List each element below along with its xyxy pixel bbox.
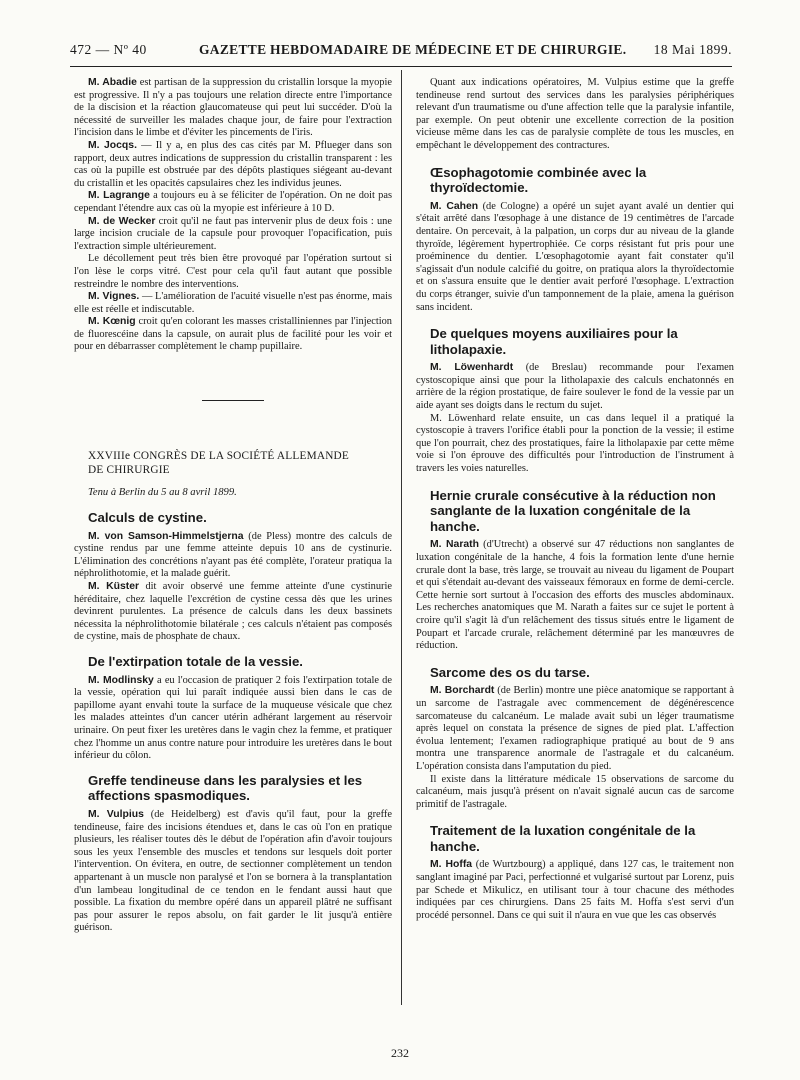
section-heading: Calculs de cystine.	[88, 510, 207, 526]
paragraph: Le décollement peut très bien être provoqué par l'opération surtout si l'on lèse le corps vitré. C'est pour cela qu'il faut autant que possible restreindre le nombre des interventions.	[74, 253, 392, 290]
journal-title: GAZETTE HEBDOMADAIRE DE MÉDECINE ET DE CHIRURGIE.	[199, 42, 627, 57]
paragraph-text: (de Pless) montre des calculs de cystine rendus par une femme atteinte depuis 10 ans de cystinurie. L'élimination des concrétions n'ayant pas été complète, l'orateur pratiqua la néphrolithotomie, et la malade guérit.	[74, 530, 392, 580]
paragraph-text: (d'Utrecht) a observé sur 47 réductions non sanglantes de luxation congénitale de la hanche, 4 fois la formation lente d'une hernie crurale dont la base, très large, se trouvait au niveau du ligament de Poupart et qui s'étendait au-devant des vaisseaux fémoraux en forme de demi-cercle. Cette hernie sort surtout à l'occasion des efforts des muscles abdominaux. Les recherches anatomiques que M. Narath a faites sur ce sujet le portent à croire qu'il s'agit là d'un relâchement des tissus situés entre le ligament de Poupart et l'arcade crurale, relâchement déterminé par les manœuvres de réduction.	[416, 539, 735, 652]
speaker-name: M. von Samson-Himmelstjerna	[88, 530, 244, 542]
paragraph-text: — Il y a, en plus des cas cités par M. Pflueger dans son rapport, deux autres indications de suppression du cristallin transparent : les cas où la pupille est obstruée par des dépôts plastiques siégeant au-devant du cristallin et les opacités capsulaires chez les individus jeunes.	[74, 139, 392, 189]
paragraph-text: (de Berlin) montre une pièce anatomique se rapportant à un sarcome de l'astragale avec commencement de dégénérescence sarcomateuse du calcanéum. Le malade avait subi un léger traumatisme après lequel on constata la présence de signes de pied plat. L'affection évolua lentement; l'examen radiographique pratiqué au bout de 9 ans montra une transparence anormale de l'astragale et du calcanéum. L'opération consista dans l'amputation du pied.	[416, 685, 734, 772]
congress-subtitle: DE CHIRURGIE	[88, 464, 170, 477]
speaker-name: M. Kœnig	[88, 316, 136, 328]
paragraph	[74, 190, 392, 215]
paragraph: M. Löwenhard relate ensuite, un cas dans lequel il a pratiqué la cystoscopie à travers l'orifice établi pour la ponction de la vessie; il estime que l'on pourrait, chez des prostatiques, faire la litholapaxie par cette même voie si l'on éprouve des difficultés pour l'introduction de l'instrument à travers les voies naturelles.	[416, 412, 734, 475]
section-heading-cont: hanche.	[430, 518, 480, 534]
paragraph	[74, 77, 392, 140]
speaker-name: M. Modlinsky	[88, 674, 154, 686]
page-issue-label: 472 — Nº 40	[70, 42, 147, 57]
speaker-name: M. Küster	[88, 581, 140, 593]
running-header	[70, 40, 732, 64]
speaker-name: M. Borchardt	[430, 685, 495, 697]
paragraph-text: croit qu'en colorant les masses cristalliniennes par l'injection de fluorescéine dans la capsule, on aurait plus de facilité pour les voir et pour en débarrasser complètement le champ pupillaire.	[74, 316, 393, 353]
page-number: 232	[391, 1046, 409, 1060]
section-heading: Œsophagotomie combinée avec la	[430, 164, 647, 180]
paragraph-text: (de Wurtzbourg) a appliqué, dans 127 cas, le traitement non sanglant imaginé par Paci, perfectionné et vulgarisé surtout par Lorenz, puis par Schede et Mikulicz, en utilisant tour à tour chacune des méthodes indiquées par ces chirurgiens. Dans 25 faits M. Hoffa s'est servi d'un procédé personnel. Dans ce qui suit il n'aura en vue que les cas observés	[416, 859, 734, 921]
paragraph-text: (de Breslau) recommande pour l'examen cystoscopique ainsi que pour la litholapaxie des calculs enchatonnés en arrière de la région prostatique, de faire soulever le fond de la vessie par un aide ayant ses doigts dans le rectum du sujet.	[416, 362, 734, 412]
paragraph	[74, 316, 392, 354]
header-rule	[70, 66, 732, 67]
paragraph-text: croit qu'il ne faut pas intervenir plus de deux fois : une large incision cruciale de la capsule pour provoquer l'opacification, puis l'extraction simple ultérieurement.	[74, 215, 392, 252]
column-divider	[401, 70, 402, 1005]
paragraph	[74, 675, 392, 763]
paragraph-text: (de Heidelberg) est d'avis qu'il faut, pour la greffe tendineuse, faire des incisions étendues et, dans le cas où l'on en pratique plusieurs, les réaliser toutes dès le début de l'opération afin d'avoir toujours sous les yeux l'ensemble des muscles et tendons sur lesquels doit porter l'intervention. On évitera, en outre, de sectionner complètement un tendon appartenant à un muscle non paralysé et l'on se bornera à la transplantation d'un lambeau longitudinal de ce tendon en le fendant aussi haut que possible. La fixation du membre opéré dans un appareil plâtré ne suffisant pas pour assurer le repos absolu, on fait garder le lit jusqu'à entière guérison.	[74, 808, 392, 934]
section-heading-cont: sanglante de la luxation congénitale de la	[430, 503, 691, 519]
speaker-name: M. Narath	[430, 539, 479, 551]
speaker-name: M. Vulpius	[88, 808, 144, 820]
issue-date: 18 Mai 1899.	[653, 42, 732, 57]
left-column	[74, 77, 392, 935]
section-heading-cont: hanche.	[430, 838, 480, 854]
paragraph	[74, 531, 392, 581]
section-heading: De l'extirpation totale de la vessie.	[88, 654, 303, 669]
paragraph	[416, 201, 734, 314]
speaker-name: M. Löwenhardt	[430, 362, 514, 374]
paragraph-text: a eu l'occasion de pratiquer 2 fois l'extirpation totale de la vessie, opération qui lui paraît indiquée aussi bien dans le cas de papillome ayant envahi toute la surface de la muqueuse vésicale que chez les malades atteintes d'un cancer utérin adhérant largement au réservoir urinaire. On peut fixer les uretères dans le vagin chez la femme, et pratiquer chez l'homme un anus contre nature pour introduire les uretères dans le bout inférieur du côlon.	[74, 674, 392, 762]
paragraph	[74, 140, 392, 190]
speaker-name: M. Vignes.	[88, 291, 140, 303]
paragraph	[416, 362, 734, 412]
paragraph	[74, 581, 392, 644]
paragraph	[416, 859, 734, 922]
paragraph	[74, 291, 392, 316]
paragraph	[416, 685, 734, 773]
paragraph-text: — L'amélioration de l'acuité visuelle n'est pas énorme, mais elle est réelle et indiscutable.	[74, 291, 392, 315]
speaker-name: M. Hoffa	[430, 859, 473, 871]
paragraph: Il existe dans la littérature médicale 15 observations de sarcome du calcanéum, mais jusqu'à présent on n'avait signalé aucun cas de sarcome primitif de l'astragale.	[416, 773, 734, 810]
right-column	[416, 77, 734, 922]
paragraph-text: dit avoir observé une femme atteinte d'une cystinurie héréditaire, chez laquelle l'excrétion de cystine cessa dès que les urines devinrent purulentes. La présence de calculs dans les deux bassinets nécessita la néphrolithotomie bilatérale ; ces calculs n'étaient pas composés de cystine, mais de phosphate de chaux.	[74, 581, 392, 643]
speaker-name: M. Lagrange	[88, 190, 150, 202]
paragraph-text: est partisan de la suppression du cristallin lorsque la myopie est progressive. Il n'y a pas toujours une relation directe entre l'importance de la discision et la réaction glaucomateuse qui peut lui succéder. D'où la nécessité de surveiller les malades chaque jour, de faire pour l'extraction l'incision dans le limbe et d'éviter les pincements de l'iris.	[74, 77, 392, 139]
speaker-name: M. Abadie	[88, 77, 137, 88]
speaker-name: M. Cahen	[430, 200, 479, 212]
paragraph	[74, 809, 392, 935]
paragraph-text: (de Cologne) a opéré un sujet ayant avalé un dentier qui s'était arrêté dans l'œsophage à une distance de 19 centimètres de l'arcade dentaire. On percevait, à la palpation, un corps dur au niveau de la glande thyroïde, légèrement hypertrophiée. Ce corps résistant fut pris pour une proéminence du dentier. L'œsophagotomie ayant fait constater qu'il s'agissait d'un nodule calcifié du goitre, on pratiqua alors la thyroïdectomie et on s'assura ensuite que le dentier avait perforé l'œsophage. L'extraction du corps étranger, suivie d'un tamponnement de la plaie, amena la guérison sans incident.	[416, 200, 734, 313]
paragraph	[416, 539, 734, 652]
section-heading-cont: thyroïdectomie.	[430, 180, 529, 196]
paragraph	[74, 216, 392, 254]
section-heading: Greffe tendineuse dans les paralysies et les	[88, 772, 363, 788]
section-heading: Sarcome des os du tarse.	[430, 664, 590, 680]
section-heading: Hernie crurale consécutive à la réduction non	[430, 487, 716, 503]
speaker-name: M. de Wecker	[88, 215, 156, 227]
section-heading-cont: litholapaxie.	[430, 341, 507, 357]
section-heading: De quelques moyens auxiliaires pour la	[430, 326, 678, 342]
section-heading-cont: affections spasmodiques.	[88, 788, 250, 804]
section-heading: Traitement de la luxation congénitale de la	[430, 823, 696, 839]
paragraph: Quant aux indications opératoires, M. Vulpius estime que la greffe tendineuse rend surtout des services dans les paralysies périphériques relevant d'un traumatisme ou d'une affection telle que la paralysie infantile, par exemple. On peut obtenir une excellente correction de la position vicieuse même dans les cas de paralysie complète de tous les muscles, en empêchant le développement des contractures.	[416, 77, 734, 151]
speaker-name: M. Jocqs.	[88, 139, 137, 151]
paragraph-text: a toujours eu à se féliciter de l'opération. On ne doit pas cependant l'étendre aux cas où la myopie est inférieure à 10 D.	[74, 190, 392, 214]
congress-title: XXVIIIe CONGRÈS DE LA SOCIÉTÉ ALLEMANDE	[88, 450, 350, 463]
congress-dates: Tenu à Berlin du 5 au 8 avril 1899.	[88, 487, 237, 499]
